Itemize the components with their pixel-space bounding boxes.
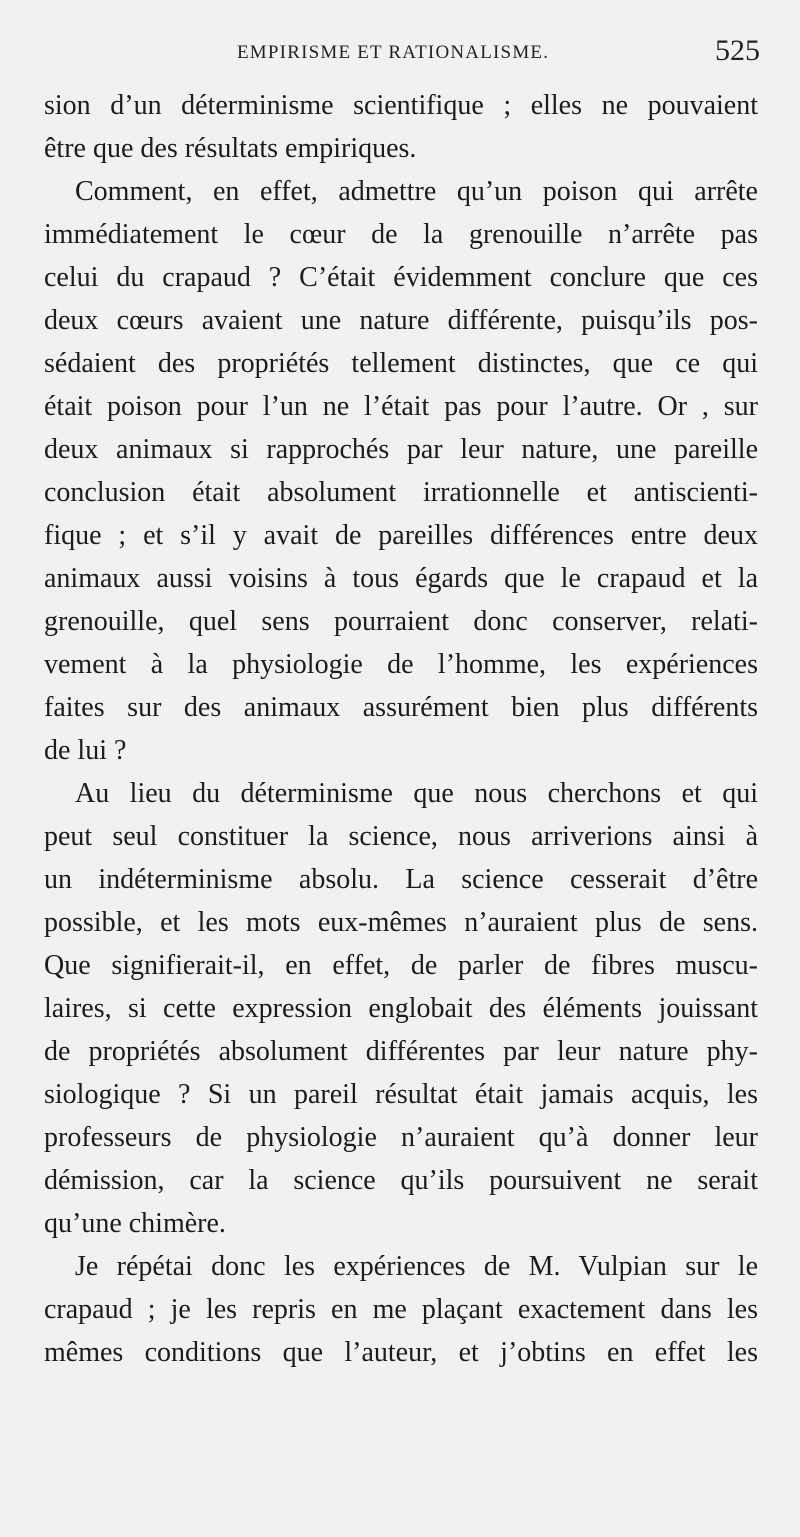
text-line: possible, et les mots eux-mêmes n’auraient plus de sens. — [44, 907, 758, 938]
text-line: crapaud ; je les repris en me plaçant exactement dans les — [44, 1294, 758, 1325]
text-line: de propriétés absolument différentes par leur nature phy- — [44, 1036, 758, 1067]
running-head — [44, 34, 762, 74]
text-line: immédiatement le cœur de la grenouille n’arrête pas — [44, 219, 758, 250]
text-line: peut seul constituer la science, nous arriverions ainsi à — [44, 821, 758, 852]
text-line: Au lieu du déterminisme que nous cherchons et qui — [75, 778, 758, 809]
text-line: vement à la physiologie de l’homme, les expériences — [44, 649, 758, 680]
running-title: EMPIRISME ET RATIONALISME. — [237, 42, 550, 63]
text-line: Que signifierait-il, en effet, de parler de fibres muscu- — [44, 950, 758, 981]
page-number: 525 — [715, 34, 760, 67]
text-line: mêmes conditions que l’auteur, et j’obtins en effet les — [44, 1337, 758, 1368]
text-line: qu’une chimère. — [44, 1208, 226, 1239]
text-line: grenouille, quel sens pourraient donc conserver, relati- — [44, 606, 758, 637]
text-line: Comment, en effet, admettre qu’un poison qui arrête — [75, 176, 758, 207]
text-line: sion d’un déterminisme scientifique ; elles ne pouvaient — [44, 90, 758, 121]
text-line: était poison pour l’un ne l’était pas pour l’autre. Or , sur — [44, 391, 758, 422]
text-line: conclusion était absolument irrationnelle et antiscienti- — [44, 477, 758, 508]
text-line: de lui ? — [44, 735, 127, 766]
text-line: Je répétai donc les expériences de M. Vulpian sur le — [75, 1251, 758, 1282]
body-text — [44, 84, 758, 1374]
text-line: faites sur des animaux assurément bien plus différents — [44, 692, 758, 723]
text-line: sédaient des propriétés tellement distinctes, que ce qui — [44, 348, 758, 379]
text-line: professeurs de physiologie n’auraient qu’à donner leur — [44, 1122, 758, 1153]
text-line: fique ; et s’il y avait de pareilles différences entre deux — [44, 520, 758, 551]
text-line: celui du crapaud ? C’était évidemment conclure que ces — [44, 262, 758, 293]
text-line: être que des résultats empiriques. — [44, 133, 417, 164]
text-line: démission, car la science qu’ils poursuivent ne serait — [44, 1165, 758, 1196]
text-line: laires, si cette expression englobait des éléments jouissant — [44, 993, 758, 1024]
text-line: deux animaux si rapprochés par leur nature, une pareille — [44, 434, 758, 465]
text-line: un indéterminisme absolu. La science cesserait d’être — [44, 864, 758, 895]
text-line: siologique ? Si un pareil résultat était jamais acquis, les — [44, 1079, 758, 1110]
text-line: deux cœurs avaient une nature différente, puisqu’ils pos- — [44, 305, 758, 336]
text-line: animaux aussi voisins à tous égards que le crapaud et la — [44, 563, 758, 594]
